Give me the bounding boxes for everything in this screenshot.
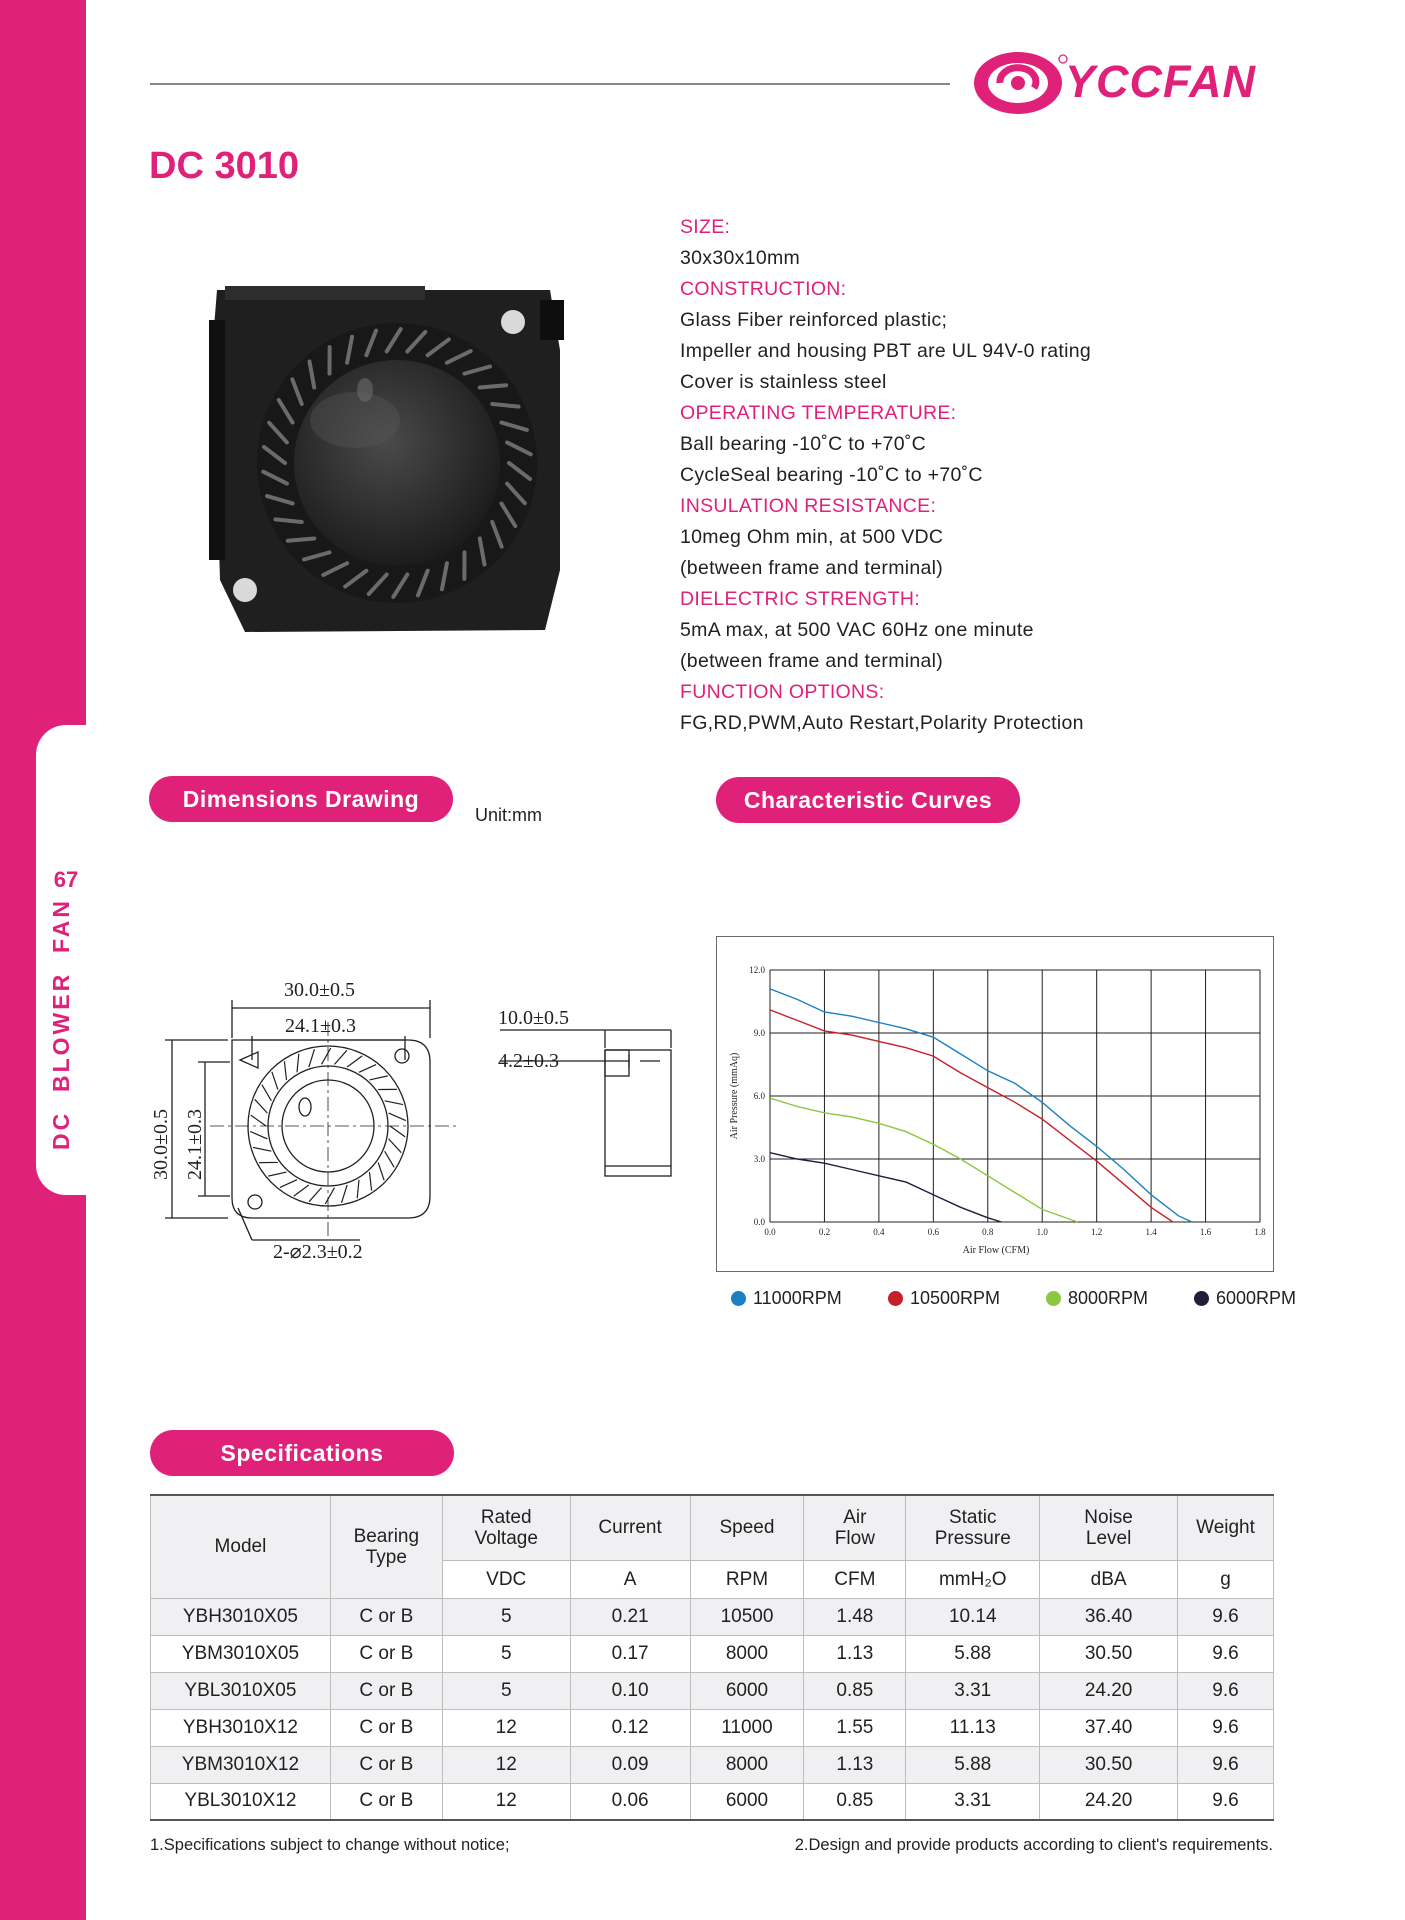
table-cell: YBL3010X12 <box>151 1783 331 1820</box>
curves-heading: Characteristic Curves <box>716 777 1020 823</box>
brand-name: YCCFAN <box>1065 56 1257 107</box>
x-tick-label: 0.0 <box>764 1227 776 1237</box>
col-pressure: Static Pressure <box>906 1495 1040 1560</box>
characteristic-chart <box>716 936 1274 1272</box>
unit-label: Unit:mm <box>475 805 542 825</box>
table-cell: 9.6 <box>1178 1635 1274 1672</box>
table-cell: 36.40 <box>1040 1598 1178 1635</box>
unit-weight: g <box>1178 1560 1274 1598</box>
spec-value: (between frame and terminal) <box>680 650 944 672</box>
x-tick-label: 1.0 <box>1036 1227 1048 1237</box>
spec-value: Glass Fiber reinforced plastic; <box>680 309 948 331</box>
table-cell: 11000 <box>690 1709 804 1746</box>
table-row <box>151 1709 1274 1746</box>
note-left: 1.Specifications subject to change without notice; <box>150 1836 510 1854</box>
table-cell: 24.20 <box>1040 1783 1178 1820</box>
table-cell: YBH3010X05 <box>151 1598 331 1635</box>
table-row <box>151 1746 1274 1783</box>
spec-value: (between frame and terminal) <box>680 557 944 579</box>
table-cell: 24.20 <box>1040 1672 1178 1709</box>
dimension-drawing <box>140 940 700 1270</box>
table-row <box>151 1598 1274 1635</box>
table-cell: 0.06 <box>570 1783 690 1820</box>
legend-dot <box>1194 1291 1209 1306</box>
x-tick-label: 0.4 <box>873 1227 885 1237</box>
spec-heading: CONSTRUCTION: <box>680 278 847 300</box>
table-cell: 0.09 <box>570 1746 690 1783</box>
note-right: 2.Design and provide products according to client's requirements. <box>794 1836 1273 1854</box>
table-cell: YBM3010X05 <box>151 1635 331 1672</box>
table-cell: 37.40 <box>1040 1709 1178 1746</box>
table-cell: C or B <box>330 1709 442 1746</box>
unit-airflow: CFM <box>804 1560 906 1598</box>
table-cell: 1.13 <box>804 1746 906 1783</box>
table-cell: 5 <box>442 1672 570 1709</box>
table-cell: 3.31 <box>906 1672 1040 1709</box>
table-cell: 12 <box>442 1783 570 1820</box>
table-cell: 0.85 <box>804 1672 906 1709</box>
dim-outlet: 4.2±0.3 <box>498 1050 559 1072</box>
page-number: 67 <box>53 867 79 892</box>
legend-dot <box>888 1291 903 1306</box>
spec-value: 30x30x10mm <box>680 247 801 269</box>
x-tick-label: 0.6 <box>927 1227 939 1237</box>
legend-label: 11000RPM <box>753 1287 842 1308</box>
y-tick-label: 12.0 <box>749 965 765 975</box>
y-tick-label: 3.0 <box>753 1154 765 1164</box>
table-cell: 5 <box>442 1598 570 1635</box>
table-cell: 5.88 <box>906 1746 1040 1783</box>
table-cell: 0.10 <box>570 1672 690 1709</box>
table-cell: 9.6 <box>1178 1709 1274 1746</box>
legend-item <box>1046 1286 1148 1310</box>
table-cell: YBH3010X12 <box>151 1709 331 1746</box>
table-cell: 8000 <box>690 1635 804 1672</box>
table-cell: 11.13 <box>906 1709 1040 1746</box>
x-tick-label: 1.8 <box>1254 1227 1266 1237</box>
y-tick-label: 0.0 <box>753 1217 765 1227</box>
legend-item <box>731 1286 842 1310</box>
table-row <box>151 1635 1274 1672</box>
table-cell: 6000 <box>690 1783 804 1820</box>
table-cell: YBL3010X05 <box>151 1672 331 1709</box>
table-cell: C or B <box>330 1672 442 1709</box>
col-current: Current <box>570 1495 690 1560</box>
spec-value: Cover is stainless steel <box>680 371 887 393</box>
specifications-heading: Specifications <box>150 1430 454 1476</box>
table-cell: 9.6 <box>1178 1746 1274 1783</box>
spec-heading: OPERATING TEMPERATURE: <box>680 402 957 424</box>
dim-outer-height: 30.0±0.5 <box>150 1109 172 1180</box>
spec-value: 10meg Ohm min, at 500 VDC <box>680 526 944 548</box>
spec-list <box>680 212 1240 739</box>
table-cell: 12 <box>442 1746 570 1783</box>
col-airflow: Air Flow <box>804 1495 906 1560</box>
spec-heading: SIZE: <box>680 216 731 238</box>
spec-value: Impeller and housing PBT are UL 94V-0 rating <box>680 340 1092 362</box>
table-cell: C or B <box>330 1598 442 1635</box>
spec-table <box>150 1494 1274 1821</box>
table-cell: 9.6 <box>1178 1783 1274 1820</box>
table-row <box>151 1672 1274 1709</box>
legend-item <box>888 1286 1000 1310</box>
table-cell: 5 <box>442 1635 570 1672</box>
unit-pressure: mmH₂O <box>906 1560 1040 1598</box>
category-label: DC BLOWER FAN <box>48 898 74 1150</box>
product-photo <box>205 280 575 645</box>
dim-inner-width: 24.1±0.3 <box>285 1015 356 1037</box>
table-cell: 0.21 <box>570 1598 690 1635</box>
legend-dot <box>1046 1291 1061 1306</box>
y-tick-label: 9.0 <box>753 1028 765 1038</box>
table-cell: 1.55 <box>804 1709 906 1746</box>
legend-label: 10500RPM <box>910 1287 1001 1308</box>
table-cell: 5.88 <box>906 1635 1040 1672</box>
spec-heading: INSULATION RESISTANCE: <box>680 495 937 517</box>
table-cell: 30.50 <box>1040 1746 1178 1783</box>
table-cell: 1.13 <box>804 1635 906 1672</box>
unit-speed: RPM <box>690 1560 804 1598</box>
dim-holes: 2-⌀2.3±0.2 <box>273 1241 363 1263</box>
spec-value: FG,RD,PWM,Auto Restart,Polarity Protection <box>680 712 1084 734</box>
col-bearing: Bearing Type <box>330 1495 442 1598</box>
spec-value: CycleSeal bearing -10˚C to +70˚C <box>680 464 983 486</box>
legend-label: 8000RPM <box>1068 1287 1149 1308</box>
table-cell: 6000 <box>690 1672 804 1709</box>
col-model: Model <box>151 1495 331 1598</box>
col-weight: Weight <box>1178 1495 1274 1560</box>
page-title: DC 3010 <box>149 145 299 187</box>
legend-item <box>1194 1286 1296 1310</box>
dim-outer-width: 30.0±0.5 <box>284 979 355 1001</box>
col-noise: Noise Level <box>1040 1495 1178 1560</box>
table-cell: 10500 <box>690 1598 804 1635</box>
legend-dot <box>731 1291 746 1306</box>
table-cell: 30.50 <box>1040 1635 1178 1672</box>
table-cell: 0.17 <box>570 1635 690 1672</box>
dimensions-heading: Dimensions Drawing <box>149 776 453 822</box>
x-tick-label: 0.8 <box>982 1227 994 1237</box>
x-tick-label: 0.2 <box>818 1227 831 1237</box>
spec-value: 5mA max, at 500 VAC 60Hz one minute <box>680 619 1034 641</box>
x-tick-label: 1.2 <box>1091 1227 1103 1237</box>
table-cell: 10.14 <box>906 1598 1040 1635</box>
dim-thickness: 10.0±0.5 <box>498 1007 569 1029</box>
table-cell: 0.12 <box>570 1709 690 1746</box>
spec-heading: FUNCTION OPTIONS: <box>680 681 885 703</box>
x-tick-label: 1.6 <box>1199 1227 1212 1237</box>
table-cell: 8000 <box>690 1746 804 1783</box>
spec-value: Ball bearing -10˚C to +70˚C <box>680 433 927 455</box>
table-cell: C or B <box>330 1783 442 1820</box>
x-axis-label: Air Flow (CFM) <box>962 1245 1030 1256</box>
table-row <box>151 1783 1274 1820</box>
col-voltage: Rated Voltage <box>442 1495 570 1560</box>
table-cell: C or B <box>330 1635 442 1672</box>
table-cell: 9.6 <box>1178 1672 1274 1709</box>
table-cell: 3.31 <box>906 1783 1040 1820</box>
unit-voltage: VDC <box>442 1560 570 1598</box>
table-cell: C or B <box>330 1746 442 1783</box>
table-cell: YBM3010X12 <box>151 1746 331 1783</box>
y-axis-label: Air Pressure (mmAq) <box>729 1052 740 1140</box>
spec-heading: DIELECTRIC STRENGTH: <box>680 588 921 610</box>
col-speed: Speed <box>690 1495 804 1560</box>
unit-current: A <box>570 1560 690 1598</box>
table-cell: 12 <box>442 1709 570 1746</box>
header-rule <box>150 83 950 85</box>
dim-inner-height: 24.1±0.3 <box>184 1109 206 1180</box>
legend-label: 6000RPM <box>1216 1287 1297 1308</box>
unit-noise: dBA <box>1040 1560 1178 1598</box>
table-cell: 0.85 <box>804 1783 906 1820</box>
table-cell: 1.48 <box>804 1598 906 1635</box>
y-tick-label: 6.0 <box>753 1091 765 1101</box>
x-tick-label: 1.4 <box>1145 1227 1157 1237</box>
table-cell: 9.6 <box>1178 1598 1274 1635</box>
